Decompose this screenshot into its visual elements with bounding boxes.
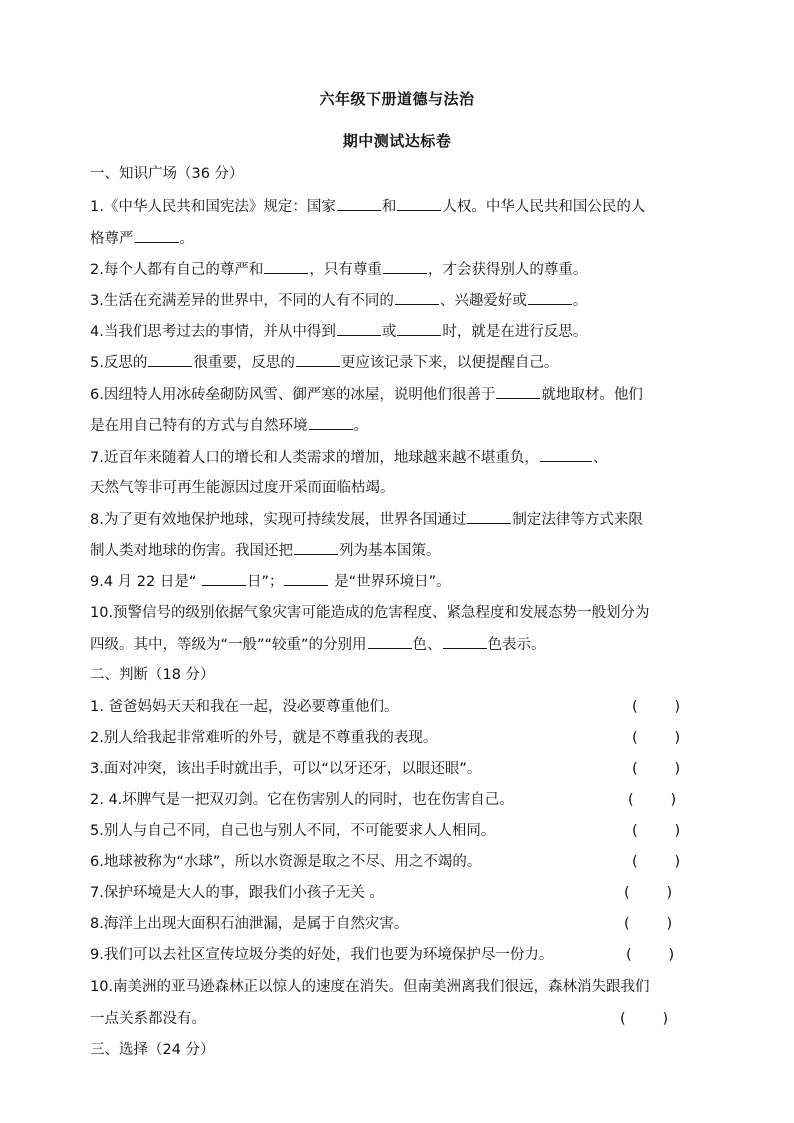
- question-5: 5.反思的 很重要，反思的 更应该记录下来，以便提醒自己。: [90, 352, 705, 373]
- answer-blank[interactable]: [309, 415, 353, 430]
- question-7-line-2: 天然气等非可再生能源因过度开采而面临枯竭。: [90, 480, 395, 496]
- answer-blank[interactable]: [148, 352, 192, 367]
- judgment-item: 1. 爸爸妈妈天天和我在一起，没必要尊重他们。: [90, 699, 399, 715]
- question-6-line-2: 是在用自己特有的方式与自然环境 。: [90, 415, 705, 436]
- question-8-line-1: 8.为了更有效地保护地球，实现可持续发展，世界各国通过 制定法律等方式来限: [90, 509, 705, 530]
- answer-parentheses[interactable]: ( ): [632, 761, 681, 777]
- section-heading-knowledge: 一、知识广场（36 分）: [90, 166, 244, 182]
- answer-blank[interactable]: [397, 321, 441, 336]
- answer-blank[interactable]: [528, 290, 572, 305]
- answer-blank[interactable]: [135, 228, 179, 243]
- answer-blank[interactable]: [337, 321, 381, 336]
- answer-parentheses[interactable]: ( ): [624, 916, 673, 932]
- judgment-item-continued: 一点关系都没有。: [90, 1011, 206, 1027]
- page-title: 六年级下册道德与法治: [319, 90, 475, 108]
- page-subtitle: 期中测试达标卷: [342, 132, 452, 150]
- answer-blank[interactable]: [264, 259, 308, 274]
- answer-blank[interactable]: [395, 290, 439, 305]
- question-1-line-1: 1.《中华人民共和国宪法》规定：国家 和 人权。中华人民共和国公民的人: [90, 196, 705, 217]
- section-heading-judgment: 二、判断（18 分）: [90, 667, 215, 683]
- answer-blank[interactable]: [443, 634, 487, 649]
- question-8-line-2: 制人类对地球的伤害。我国还把 列为基本国策。: [90, 540, 705, 561]
- answer-blank[interactable]: [368, 634, 412, 649]
- judgment-item: 8.海洋上出现大面积石油泄漏，是属于自然灾害。: [90, 916, 409, 932]
- answer-parentheses[interactable]: ( ): [626, 947, 675, 963]
- judgment-item: 7.保护环境是大人的事，跟我们小孩子无关 。: [90, 885, 384, 901]
- question-3: 3.生活在充满差异的世界中，不同的人有不同的 、兴趣爱好或 。: [90, 290, 705, 311]
- question-10-line-2: 四级。其中，等级为“一般”“较重”的分别用 色、 色表示。: [90, 634, 705, 655]
- judgment-item: 3.面对冲突，该出手时就出手，可以“以牙还牙，以眼还眼”。: [90, 761, 482, 777]
- answer-blank[interactable]: [294, 540, 338, 555]
- answer-blank[interactable]: [296, 352, 340, 367]
- answer-blank[interactable]: [202, 571, 246, 586]
- answer-parentheses[interactable]: ( ): [632, 730, 681, 746]
- question-6-line-1: 6.因纽特人用冰砖垒砌防风雪、御严寒的冰屋，说明他们很善于 就地取材。他们: [90, 384, 705, 405]
- answer-blank[interactable]: [397, 196, 441, 211]
- answer-parentheses[interactable]: ( ): [632, 854, 681, 870]
- answer-blank[interactable]: [496, 384, 540, 399]
- question-4: 4.当我们思考过去的事情，并从中得到 或 时，就是在进行反思。: [90, 321, 705, 342]
- judgment-item: 5.别人与自己不同，自己也与别人不同，不可能要求人人相同。: [90, 823, 496, 839]
- judgment-item: 2.别人给我起非常难听的外号，就是不尊重我的表现。: [90, 730, 438, 746]
- question-1-line-2: 格尊严 。: [90, 228, 705, 249]
- question-9: 9.4 月 22 日是“ 日”； 是“世界环境日”。: [90, 571, 705, 592]
- answer-parentheses[interactable]: ( ): [624, 885, 673, 901]
- answer-blank[interactable]: [383, 259, 427, 274]
- answer-blank[interactable]: [284, 571, 328, 586]
- question-2: 2.每个人都有自己的尊严和 ，只有尊重 ，才会获得别人的尊重。: [90, 259, 705, 280]
- answer-parentheses[interactable]: ( ): [620, 1011, 669, 1027]
- answer-parentheses[interactable]: ( ): [628, 792, 677, 808]
- judgment-item: 9.我们可以去社区宣传垃圾分类的好处，我们也要为环境保护尽一份力。: [90, 947, 554, 963]
- judgment-item: 2. 4.坏脾气是一把双刃剑。它在伤害别人的同时，也在伤害自己。: [90, 792, 514, 808]
- judgment-item: 6.地球被称为“水球”，所以水资源是取之不尽、用之不竭的。: [90, 854, 482, 870]
- answer-blank[interactable]: [540, 447, 592, 462]
- question-10-line-1: 10.预警信号的级别依据气象灾害可能造成的危害程度、紧急程度和发展态势一般划分为: [90, 605, 650, 621]
- answer-parentheses[interactable]: ( ): [632, 823, 681, 839]
- question-7-line-1: 7.近百年来随着人口的增长和人类需求的增加，地球越来越不堪重负， 、: [90, 447, 705, 468]
- answer-blank[interactable]: [467, 509, 511, 524]
- judgment-item: 10.南美洲的亚马逊森林正以惊人的速度在消失。但南美洲离我们很远，森林消失跟我们: [90, 979, 650, 995]
- answer-blank[interactable]: [337, 196, 381, 211]
- answer-parentheses[interactable]: ( ): [632, 699, 681, 715]
- section-heading-choice: 三、选择（24 分）: [90, 1042, 215, 1058]
